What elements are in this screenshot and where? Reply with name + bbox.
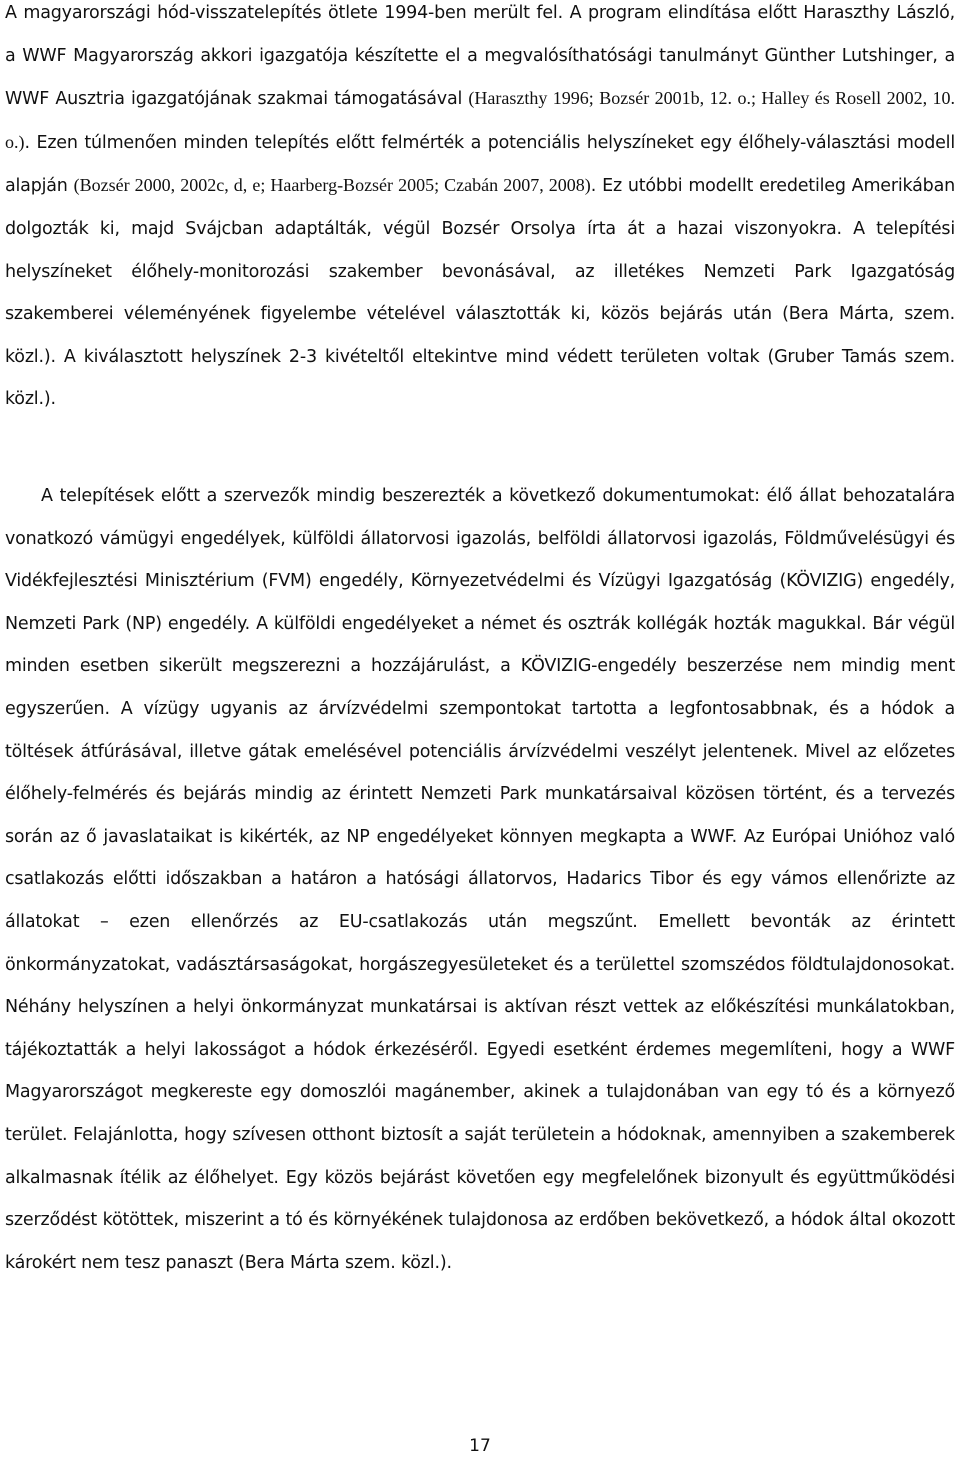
paragraph-1-text-2: . Ezen túlmenően minden telepítés előtt felmérték a potenciális helyszíneket egy élőhely-választási modell alapján xyxy=(5,132,955,197)
citation-2: (Bozsér 2000, 2002c, d, e; Haarberg-Bozsér 2005; Czabán 2007, 2008) xyxy=(73,175,591,196)
paragraph-2-indent xyxy=(5,486,41,506)
paragraph-1-text-1: A magyarországi hód-visszatelepítés ötlete 1994-ben merült fel. A program elindítása előtt Haraszthy László, a WWF Magyarország akkori igazgatója készítette el a megvalósíthatósági tanulmányt Günther Lutshinger, a WWF Ausztria igazgatójának szakmai támogatásával xyxy=(5,3,955,110)
page-number: 17 xyxy=(469,1436,491,1456)
paragraph-1 xyxy=(5,0,955,421)
paragraph-2 xyxy=(5,475,955,1284)
citation-1: (Haraszthy 1996; Bozsér 2001b, 12. o.; Halley és Rosell 2002, 10. o.) xyxy=(5,88,955,152)
paragraph-2-text: A telepítések előtt a szervezők mindig beszerezték a következő dokumentumokat: élő állat behozatalára vonatkozó vámügyi engedélyek, külföldi állatorvosi igazolás, belföldi állatorvosi igazolás, Földművelésügyi és Vidékfejlesztési Minisztérium (FVM) engedély, Környezetvédelmi és Vízügyi Igazgatóság (KÖVIZIG) engedély, Nemzeti Park (NP) engedély. A külföldi engedélyeket a német és osztrák kollégák hozták magukkal. Bár végül minden esetben sikerült megszerezni a hozzájárulást, a KÖVIZIG-engedély beszerzése nem mindig ment egyszerűen. A vízügy ugyanis az árvízvédelmi szempontokat tartotta a legfontosabbnak, és a hódok a töltések átfúrásával, illetve gátak emelésével potenciális árvízvédelmi veszélyt jelentenek. Mivel az előzetes élőhely-felmérés és bejárás mindig az érintett Nemzeti Park munkatársaival közösen történt, és a tervezés során az ő javaslataikat is kikérték, az NP engedélyeket könnyen megkapta a WWF. Az Európai Unióhoz való csatlakozás előtti időszakban a határon a hatósági állatorvos, Hadarics Tibor és egy vámos ellenőrizte az állatokat – ezen ellenőrzés az EU-csatlakozás után megszűnt. Emellett bevonták az érintett önkormányzatokat, vadásztársaságokat, horgászegyesületeket és a területtel szomszédos földtulajdonosokat. Néhány helyszínen a helyi önkormányzat munkatársai is aktívan részt vettek az előkészítési munkálatokban, tájékoztatták a helyi lakosságot a hódok érkezéséről. Egyedi esetként érdemes megemlíteni, hogy a WWF Magyarországot megkereste egy domoszlói magánember, akinek a tulajdonában van egy tó és a környező terület. Felajánlotta, hogy szívesen otthont biztosít a saját területein a hódoknak, amennyiben a szakemberek alkalmasnak ítélik az élőhelyet. Egy közös bejárást követően egy megfelelőnek bizonyult és együttműködési szerződést kötöttek, miszerint a tó és környékének tulajdonosa az erdőben bekövetkező, a hódok által okozott károkért nem tesz panaszt (Bera Márta szem. közl.). xyxy=(5,486,955,1273)
paragraph-1-text-3: . Ez utóbbi modellt eredetileg Amerikában dolgozták ki, majd Svájcban adaptálták, végül Bozsér Orsolya írta át a hazai viszonyokra. A telepítési helyszíneket élőhely-monitorozási szakember bevonásával, az illetékes Nemzeti Park Igazgatóság szakemberei véleményének figyelembe vételével választották ki, közös bejárás után (Bera Márta, szem. közl.). A kiválasztott helyszínek 2-3 kivételtől eltekintve mind védett területen voltak (Gruber Tamás szem. közl.). xyxy=(5,176,956,410)
